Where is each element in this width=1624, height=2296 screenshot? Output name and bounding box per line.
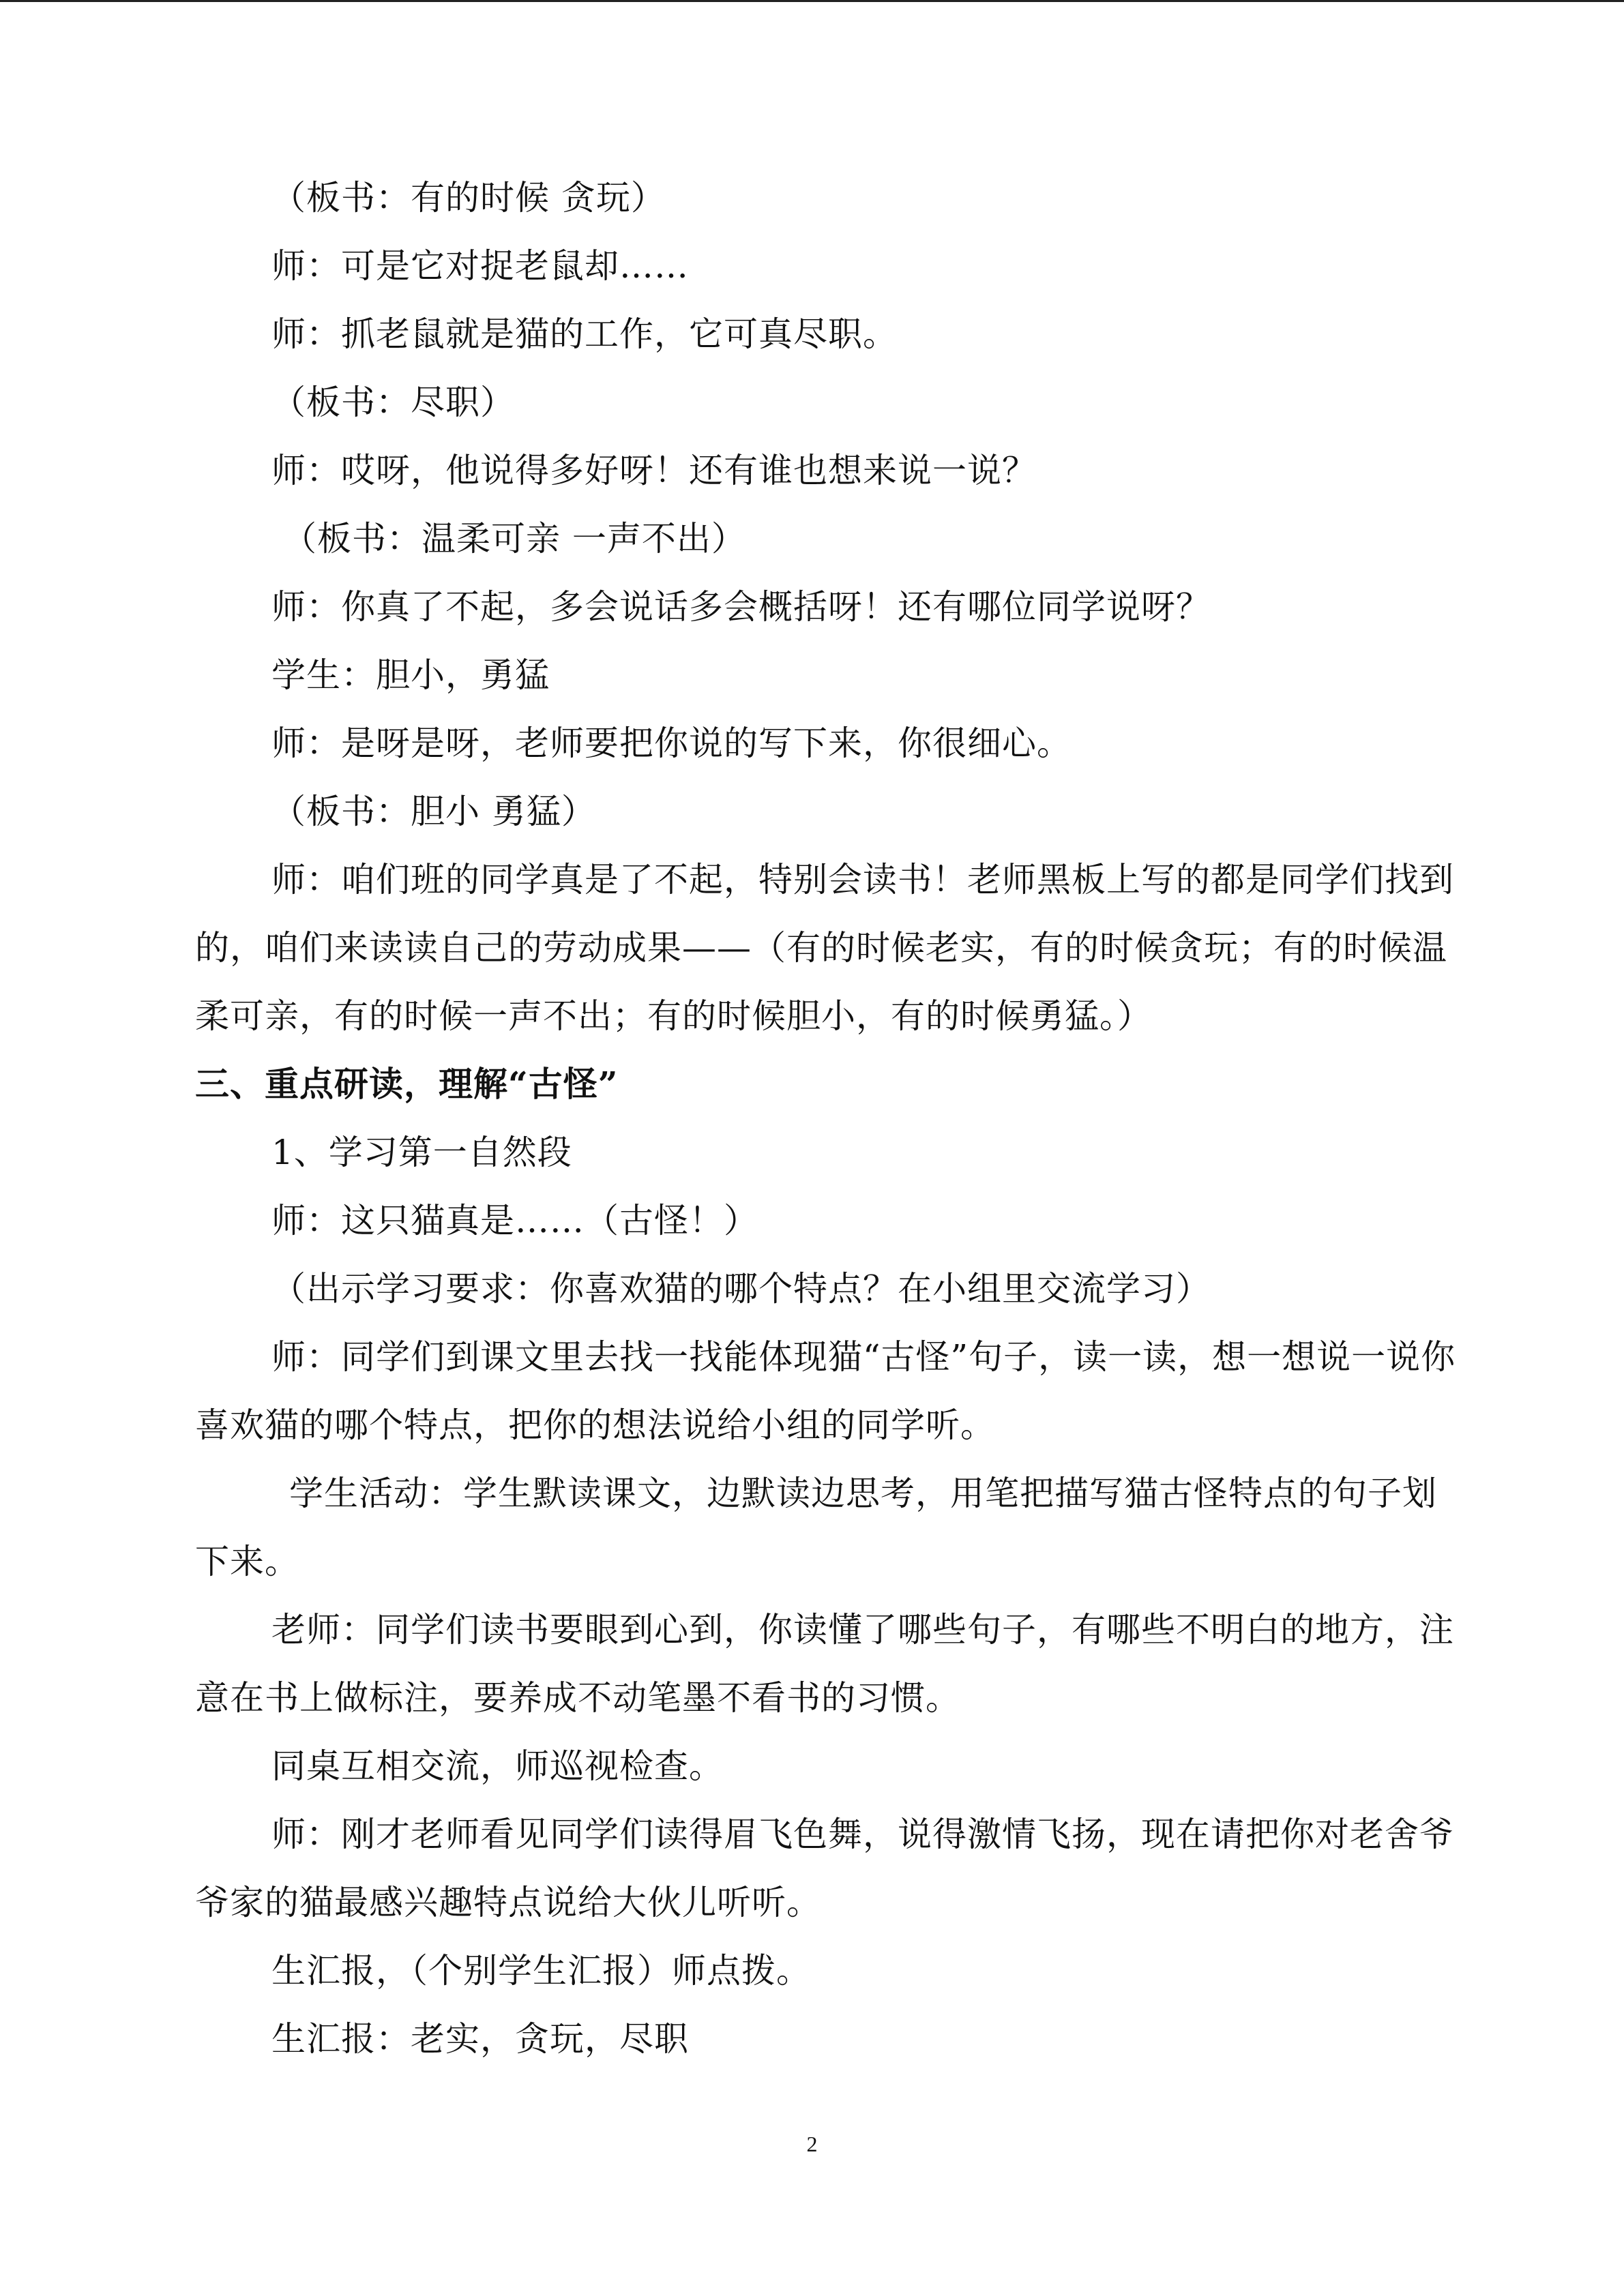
teacher-line: 老师：同学们读书要眼到心到，你读懂了哪些句子，有哪些不明白的地方，注意在书上做标注，要养成不动笔墨不看书的习惯。	[195, 1610, 1454, 1718]
board-note-paragraph: （板书：胆小 勇猛）	[271, 792, 596, 831]
document-page	[195, 164, 1464, 2073]
board-note-paragraph: （板书：尽职）	[271, 383, 515, 422]
student-line: 学生：胆小，勇猛	[271, 655, 550, 695]
page-number: 2	[806, 2132, 818, 2156]
activity-paragraph: 同桌互相交流，师巡视检查。	[271, 1746, 724, 1786]
teacher-line: 师：咱们班的同学真是了不起，特别会读书！老师黑板上写的都是同学们找到的，咱们来读读自己的劳动成果——（有的时候老实，有的时候贪玩；有的时候温柔可亲，有的时候一声不出；有的时候胆小，有的时候勇猛。）	[195, 860, 1454, 1036]
board-note-paragraph: （板书：有的时候 贪玩）	[271, 178, 666, 218]
section-heading: 三、重点研读，理解“古怪”	[195, 1064, 619, 1104]
activity-paragraph: 学生活动：学生默读课文，边默读边思考，用笔把描写猫古怪特点的句子划下来。	[195, 1474, 1437, 1581]
page-top-border	[0, 0, 1624, 2]
teacher-line: 师：你真了不起，多会说话多会概括呀！还有哪位同学说呀？	[271, 587, 1211, 627]
student-line: 生汇报，（个别学生汇报）师点拨。	[271, 1951, 811, 1991]
teacher-line: 师：哎呀，他说得多好呀！还有谁也想来说一说？	[271, 451, 1037, 490]
sub-section-title: 1、学习第一自然段	[271, 1133, 572, 1172]
board-note-paragraph: （板书：温柔可亲 一声不出）	[282, 519, 746, 558]
student-line: 生汇报：老实，贪玩，尽职	[271, 2019, 689, 2059]
teacher-line: 师：这只猫真是……（古怪！）	[271, 1201, 758, 1240]
teacher-line: 师：可是它对捉老鼠却……	[271, 246, 689, 286]
teacher-line: 师：是呀是呀，老师要把你说的写下来，你很细心。	[271, 724, 1072, 763]
instruction-paragraph: （出示学习要求：你喜欢猫的哪个特点？在小组里交流学习）	[271, 1269, 1211, 1309]
teacher-line: 师：抓老鼠就是猫的工作，它可真尽职。	[271, 314, 898, 354]
teacher-line: 师：刚才老师看见同学们读得眉飞色舞，说得激情飞扬，现在请把你对老舍爷爷家的猫最感兴趣特点说给大伙儿听听。	[195, 1815, 1454, 1922]
teacher-line: 师：同学们到课文里去找一找能体现猫“古怪”句子，读一读，想一想说一说你喜欢猫的哪个特点，把你的想法说给小组的同学听。	[195, 1337, 1456, 1445]
